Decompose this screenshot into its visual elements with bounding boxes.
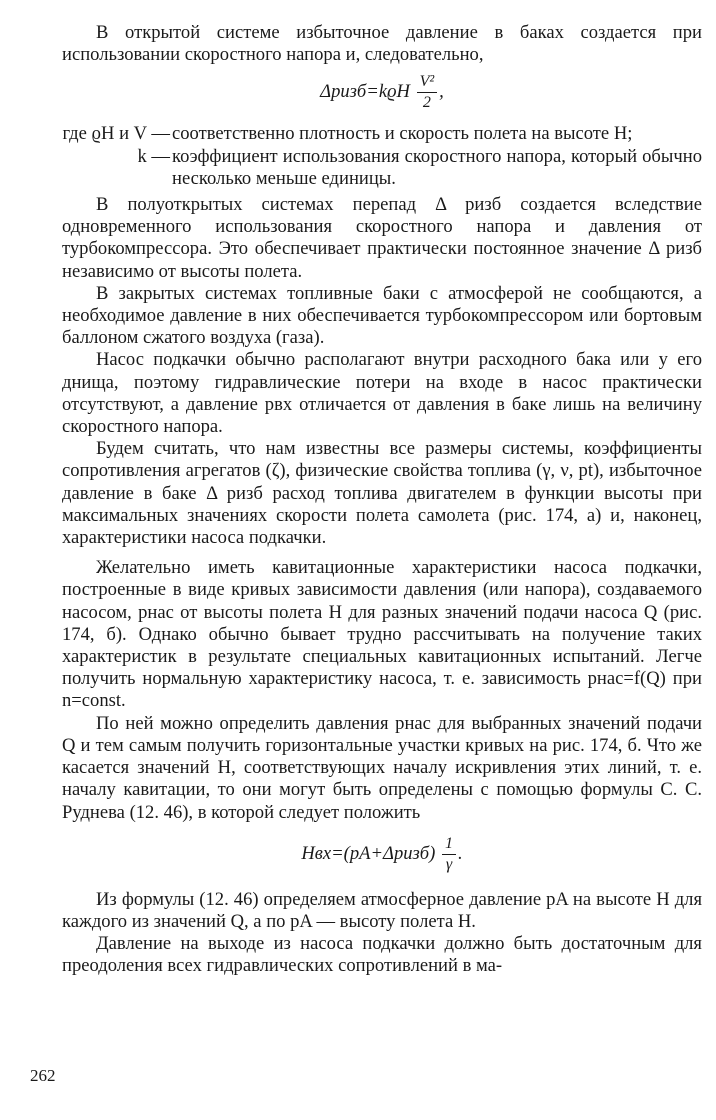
formula-numerator: 1 <box>442 834 456 855</box>
formula-tail: , <box>439 81 444 103</box>
formula-lhs: Hвх=(pA+Δpизб) <box>301 842 436 864</box>
paragraph-assumptions: Будем считать, что нам известны все размеры системы, коэффициенты сопротивления агрегатов (ζ), физические свойства топлива (γ, ν, pt), избыточное давление в баке Δ pизб расход топлива двигателем в функции высоты при максимальных значениях скорости полета самолета (рис. 174, а) и, наконец, характеристики насоса подкачки. <box>62 438 702 549</box>
formula-fraction <box>417 72 438 113</box>
definition-text: коэффициент использования скоростного напора, который обычно несколько меньше единицы. <box>172 145 702 189</box>
formula-inlet-head <box>62 834 702 875</box>
definition-item <box>62 146 702 190</box>
page-number: 262 <box>30 1066 56 1085</box>
paragraph-open-system: В открытой системе избыточное давление в баках создается при использовании скоростного напора и, следовательно, <box>62 22 702 66</box>
paragraph-closed-system: В закрытых системах топливные баки с атмосферой не сообщаются, а необходимое давление в них обеспечивается турбокомпрессором или бортовым баллоном сжатого воздуха (газа). <box>62 282 702 349</box>
formula-lhs: Δpизб=kϱH <box>320 81 410 103</box>
formula-fraction <box>442 834 456 875</box>
formula-denominator: γ <box>445 855 453 873</box>
paragraph-outlet-pressure: Давление на выходе из насоса подкачки должно быть достаточным для преодоления всех гидравлических сопротивлений в ма- <box>62 933 702 977</box>
formula-excess-pressure <box>62 72 702 113</box>
paragraph-semi-open-system: В полуоткрытых системах перепад Δ pизб создается вследствие одновременного использования скоростного напора и давления от турбокомпрессора. Это обеспечивает практически постоянное значение Δ pизб независимо от высоты полета. <box>62 194 702 282</box>
definition-label: где ϱH и V — <box>62 123 170 145</box>
paragraph-boost-pump: Насос подкачки обычно располагают внутри расходного бака или у его днища, поэтому гидравлические потери на входе в насос практически отсутствуют, а давление pвх отличается от давления в баке лишь на величину скоростного напора. <box>62 349 702 438</box>
definition-label: k — <box>137 145 170 167</box>
definition-text: соответственно плотность и скорость полета на высоте H; <box>172 123 633 145</box>
paragraph-atm-pressure: Из формулы (12. 46) определяем атмосферное давление pA на высоте H для каждого из значений Q, а по pA — высоту полета H. <box>62 888 702 932</box>
page-body <box>62 22 702 978</box>
paragraph-rudnev: По ней можно определить давления pнас для выбранных значений подачи Q и тем самым получить горизонтальные участки кривых на рис. 174, б. Что же касается значений H, соответствующих началу искривления этих линий, т. е. началу кавитации, то они могут быть определены с помощью формулы С. С. Руднева (12. 46), в которой следует положить <box>62 712 702 823</box>
definition-item <box>62 123 702 145</box>
formula-numerator: V² <box>417 72 438 93</box>
formula-tail: . <box>458 842 463 864</box>
formula-denominator: 2 <box>422 94 431 112</box>
paragraph-cavitation: Желательно иметь кавитационные характеристики насоса подкачки, построенные в виде кривых зависимости давления (или напора), создаваемого насосом, pнас от высоты полета H для разных значений подачи насоса Q (рис. 174, б). Однако обычно бывает трудно рассчитывать на получение таких характеристик в результате специальных кавитационных испытаний. Легче получить нормальную характеристику насоса, т. е. зависимость pнас=f(Q) при n=const. <box>62 557 702 712</box>
definitions-list <box>62 123 702 190</box>
